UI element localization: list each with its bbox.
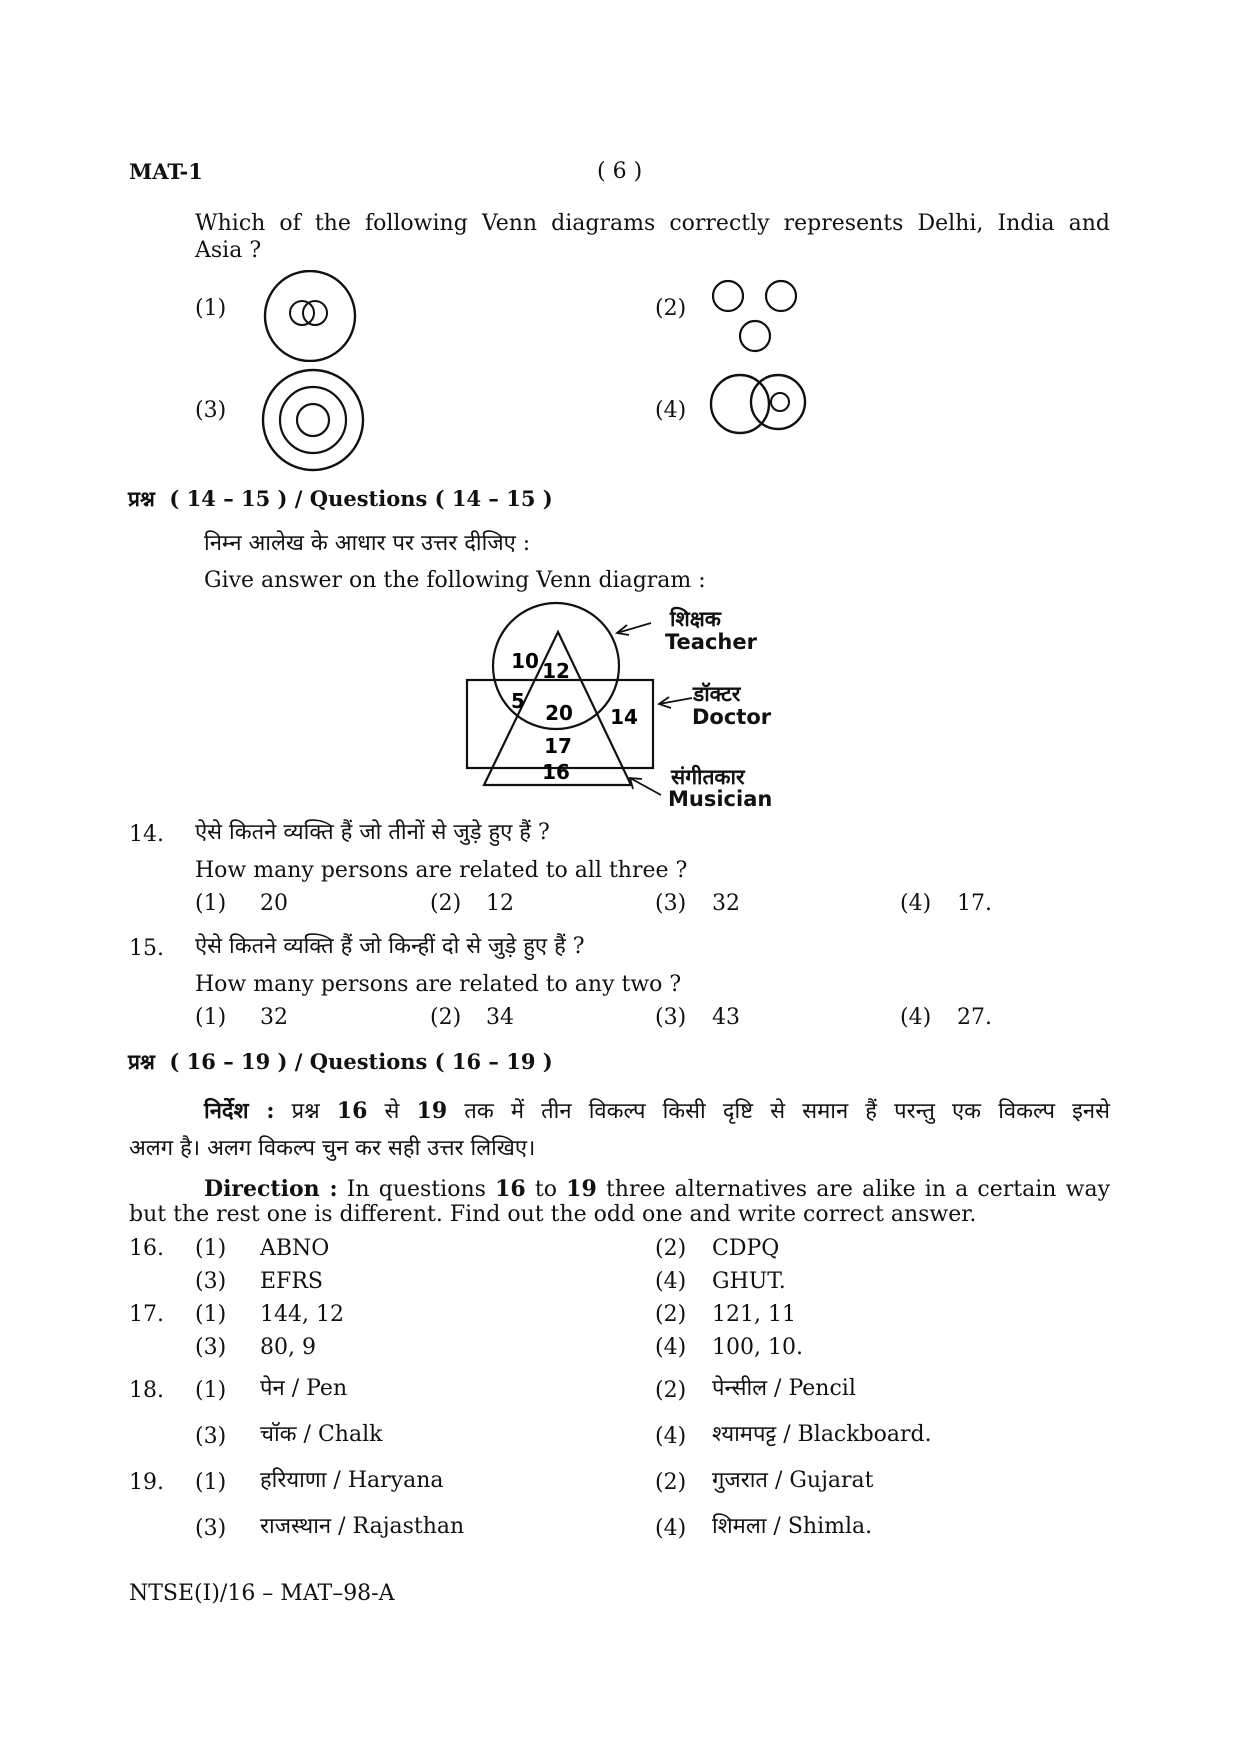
q19-option-4-value: शिमला / Shimla. [712,1514,873,1539]
q17-option-1-value: 144, 12 [260,1302,344,1327]
q15-number: 15. [129,936,164,961]
q16-option-2-value: CDPQ [712,1236,780,1261]
label-musician-hindi: संगीतकार [671,765,745,789]
q14-option-2-value: 12 [486,891,514,916]
direction-hindi-text: से [384,1099,400,1124]
label-doctor-english: Doctor [692,705,772,729]
direction-hindi-text: तक में तीन विकल्प किसी दृष्टि से समान हैं परन्तु एक विकल्प इनसे [464,1099,1110,1124]
q15-option-1: (1) [195,1005,227,1030]
q13-option-3-label: (3) [195,398,227,423]
q14-option-4-value: 17. [957,891,992,916]
q13-option-4-label: (4) [655,398,687,423]
q14-number: 14. [129,822,164,847]
direction-english-line1 [204,1175,1110,1204]
region-teacher-only: 10 [511,649,539,673]
venn-option-1 [262,270,360,362]
direction-english-number: 16 [495,1176,526,1202]
direction-english-text: In questions [346,1177,486,1202]
venn-option-4 [708,372,812,436]
q18-option-1-value: पेन / Pen [260,1376,348,1401]
q15-option-2: (2) [430,1005,462,1030]
q14-option-1 [195,890,226,918]
q13-option-2-label: (2) [655,296,687,321]
q13-text-line1: Which of the following Venn diagrams correctly represents Delhi, India and [195,211,1110,236]
q17-option-2: (2) [655,1302,687,1327]
region-doctor-only: 14 [610,705,638,729]
direction-english-number: 19 [566,1176,597,1202]
direction-english-line2: but the rest one is different. Find out the odd one and write correct answer. [129,1202,977,1227]
q19-option-1: (1) [195,1470,227,1495]
q14-option-3-value: 32 [712,891,740,916]
q16-option-3-value: EFRS [260,1269,323,1294]
direction-hindi-line1 [204,1097,1110,1126]
q19-option-3: (3) [195,1516,227,1541]
q16-option-3: (3) [195,1269,227,1294]
direction-english-label: Direction : [204,1176,338,1202]
q15-option-3-value: 43 [712,1005,740,1030]
label-teacher-english: Teacher [665,630,757,654]
page-number: ( 6 ) [597,159,643,184]
region-teacher-musician: 12 [542,659,570,683]
direction-hindi-number: 16 [336,1098,368,1124]
q18-option-1: (1) [195,1378,227,1403]
q15-option-3: (3) [655,1005,687,1030]
q19-option-3-value: राजस्थान / Rajasthan [260,1514,465,1539]
venn-option-3 [260,368,366,472]
footer-code: NTSE(I)/16 – MAT–98-A [129,1581,395,1606]
q19-number: 19. [129,1470,164,1495]
instruction-english: Give answer on the following Venn diagram : [204,568,706,593]
direction-hindi-label: निर्देश : [204,1098,275,1124]
venn-option-2 [710,278,808,354]
q16-number: 16. [129,1236,164,1261]
q13-text-line2: Asia ? [195,238,262,263]
q16-option-4: (4) [655,1269,687,1294]
q17-option-3-value: 80, 9 [260,1335,316,1360]
region-musician-only: 16 [542,760,570,784]
q16-option-1-value: ABNO [260,1236,330,1261]
q15-english: How many persons are related to any two ? [195,972,682,997]
instruction-hindi: निम्न आलेख के आधार पर उत्तर दीजिए : [204,531,531,556]
q18-number: 18. [129,1378,164,1403]
q14-hindi: ऐसे कितने व्यक्ति हैं जो तीनों से जुड़े हुए हैं ? [195,820,550,845]
prashn-label: प्रश्न [128,1049,155,1074]
q19-option-2-value: गुजरात / Gujarat [712,1468,874,1493]
q18-option-4: (4) [655,1424,687,1449]
region-doctor-musician: 17 [544,734,572,758]
label-teacher-hindi: शिक्षक [670,607,721,631]
q14-option-4: (4) [900,891,932,916]
q18-option-3: (3) [195,1424,227,1449]
q15-option-1-value: 32 [260,1005,288,1030]
q16-option-2: (2) [655,1236,687,1261]
q17-number: 17. [129,1302,164,1327]
q15-option-4-value: 27. [957,1005,992,1030]
q18-option-4-value: श्यामपट्ट / Blackboard. [712,1422,932,1447]
q17-option-2-value: 121, 11 [712,1302,796,1327]
q15-option-2-value: 34 [486,1005,514,1030]
q14-option-2: (2) [430,891,462,916]
region-teacher-doctor: 5 [511,689,525,713]
q18-option-2-value: पेन्सील / Pencil [712,1376,856,1401]
q18-option-3-value: चॉक / Chalk [260,1422,383,1447]
q17-option-1: (1) [195,1302,227,1327]
q15-hindi: ऐसे कितने व्यक्ति हैं जो किन्हीं दो से जुड़े हुए हैं ? [195,934,585,959]
direction-hindi-line2: अलग है। अलग विकल्प चुन कर सही उत्तर लिखिए। [129,1136,536,1161]
q15-option-4: (4) [900,1005,932,1030]
q17-option-3: (3) [195,1335,227,1360]
q17-option-4: (4) [655,1335,687,1360]
q13-option-1-label: (1) [195,296,227,321]
q14-english: How many persons are related to all three ? [195,858,688,883]
q18-option-2: (2) [655,1378,687,1403]
direction-hindi-number: 19 [416,1098,448,1124]
region-all-three: 20 [545,701,573,725]
section-heading-16-19 [128,1048,553,1076]
section-title: ( 14 – 15 ) / Questions ( 14 – 15 ) [169,486,553,511]
exam-code: MAT-1 [129,159,203,184]
direction-english-text: three alternatives are alike in a certain way [605,1177,1110,1202]
label-musician-english: Musician [668,787,773,811]
prashn-label: प्रश्न [128,486,155,511]
q17-option-4-value: 100, 10. [712,1335,803,1360]
section-heading-14-15 [128,485,553,513]
q19-option-4: (4) [655,1516,687,1541]
option-number: (1) [195,891,227,916]
section-title: ( 16 – 19 ) / Questions ( 16 – 19 ) [169,1049,553,1074]
q16-option-1: (1) [195,1236,227,1261]
direction-english-text: to [534,1177,557,1202]
q14-option-1-value: 20 [260,891,288,916]
q19-option-2: (2) [655,1470,687,1495]
direction-hindi-text: प्रश्न [291,1099,320,1124]
q16-option-4-value: GHUT. [712,1269,786,1294]
label-doctor-hindi: डॉक्टर [693,682,741,706]
q19-option-1-value: हरियाणा / Haryana [260,1468,444,1493]
q14-option-3: (3) [655,891,687,916]
